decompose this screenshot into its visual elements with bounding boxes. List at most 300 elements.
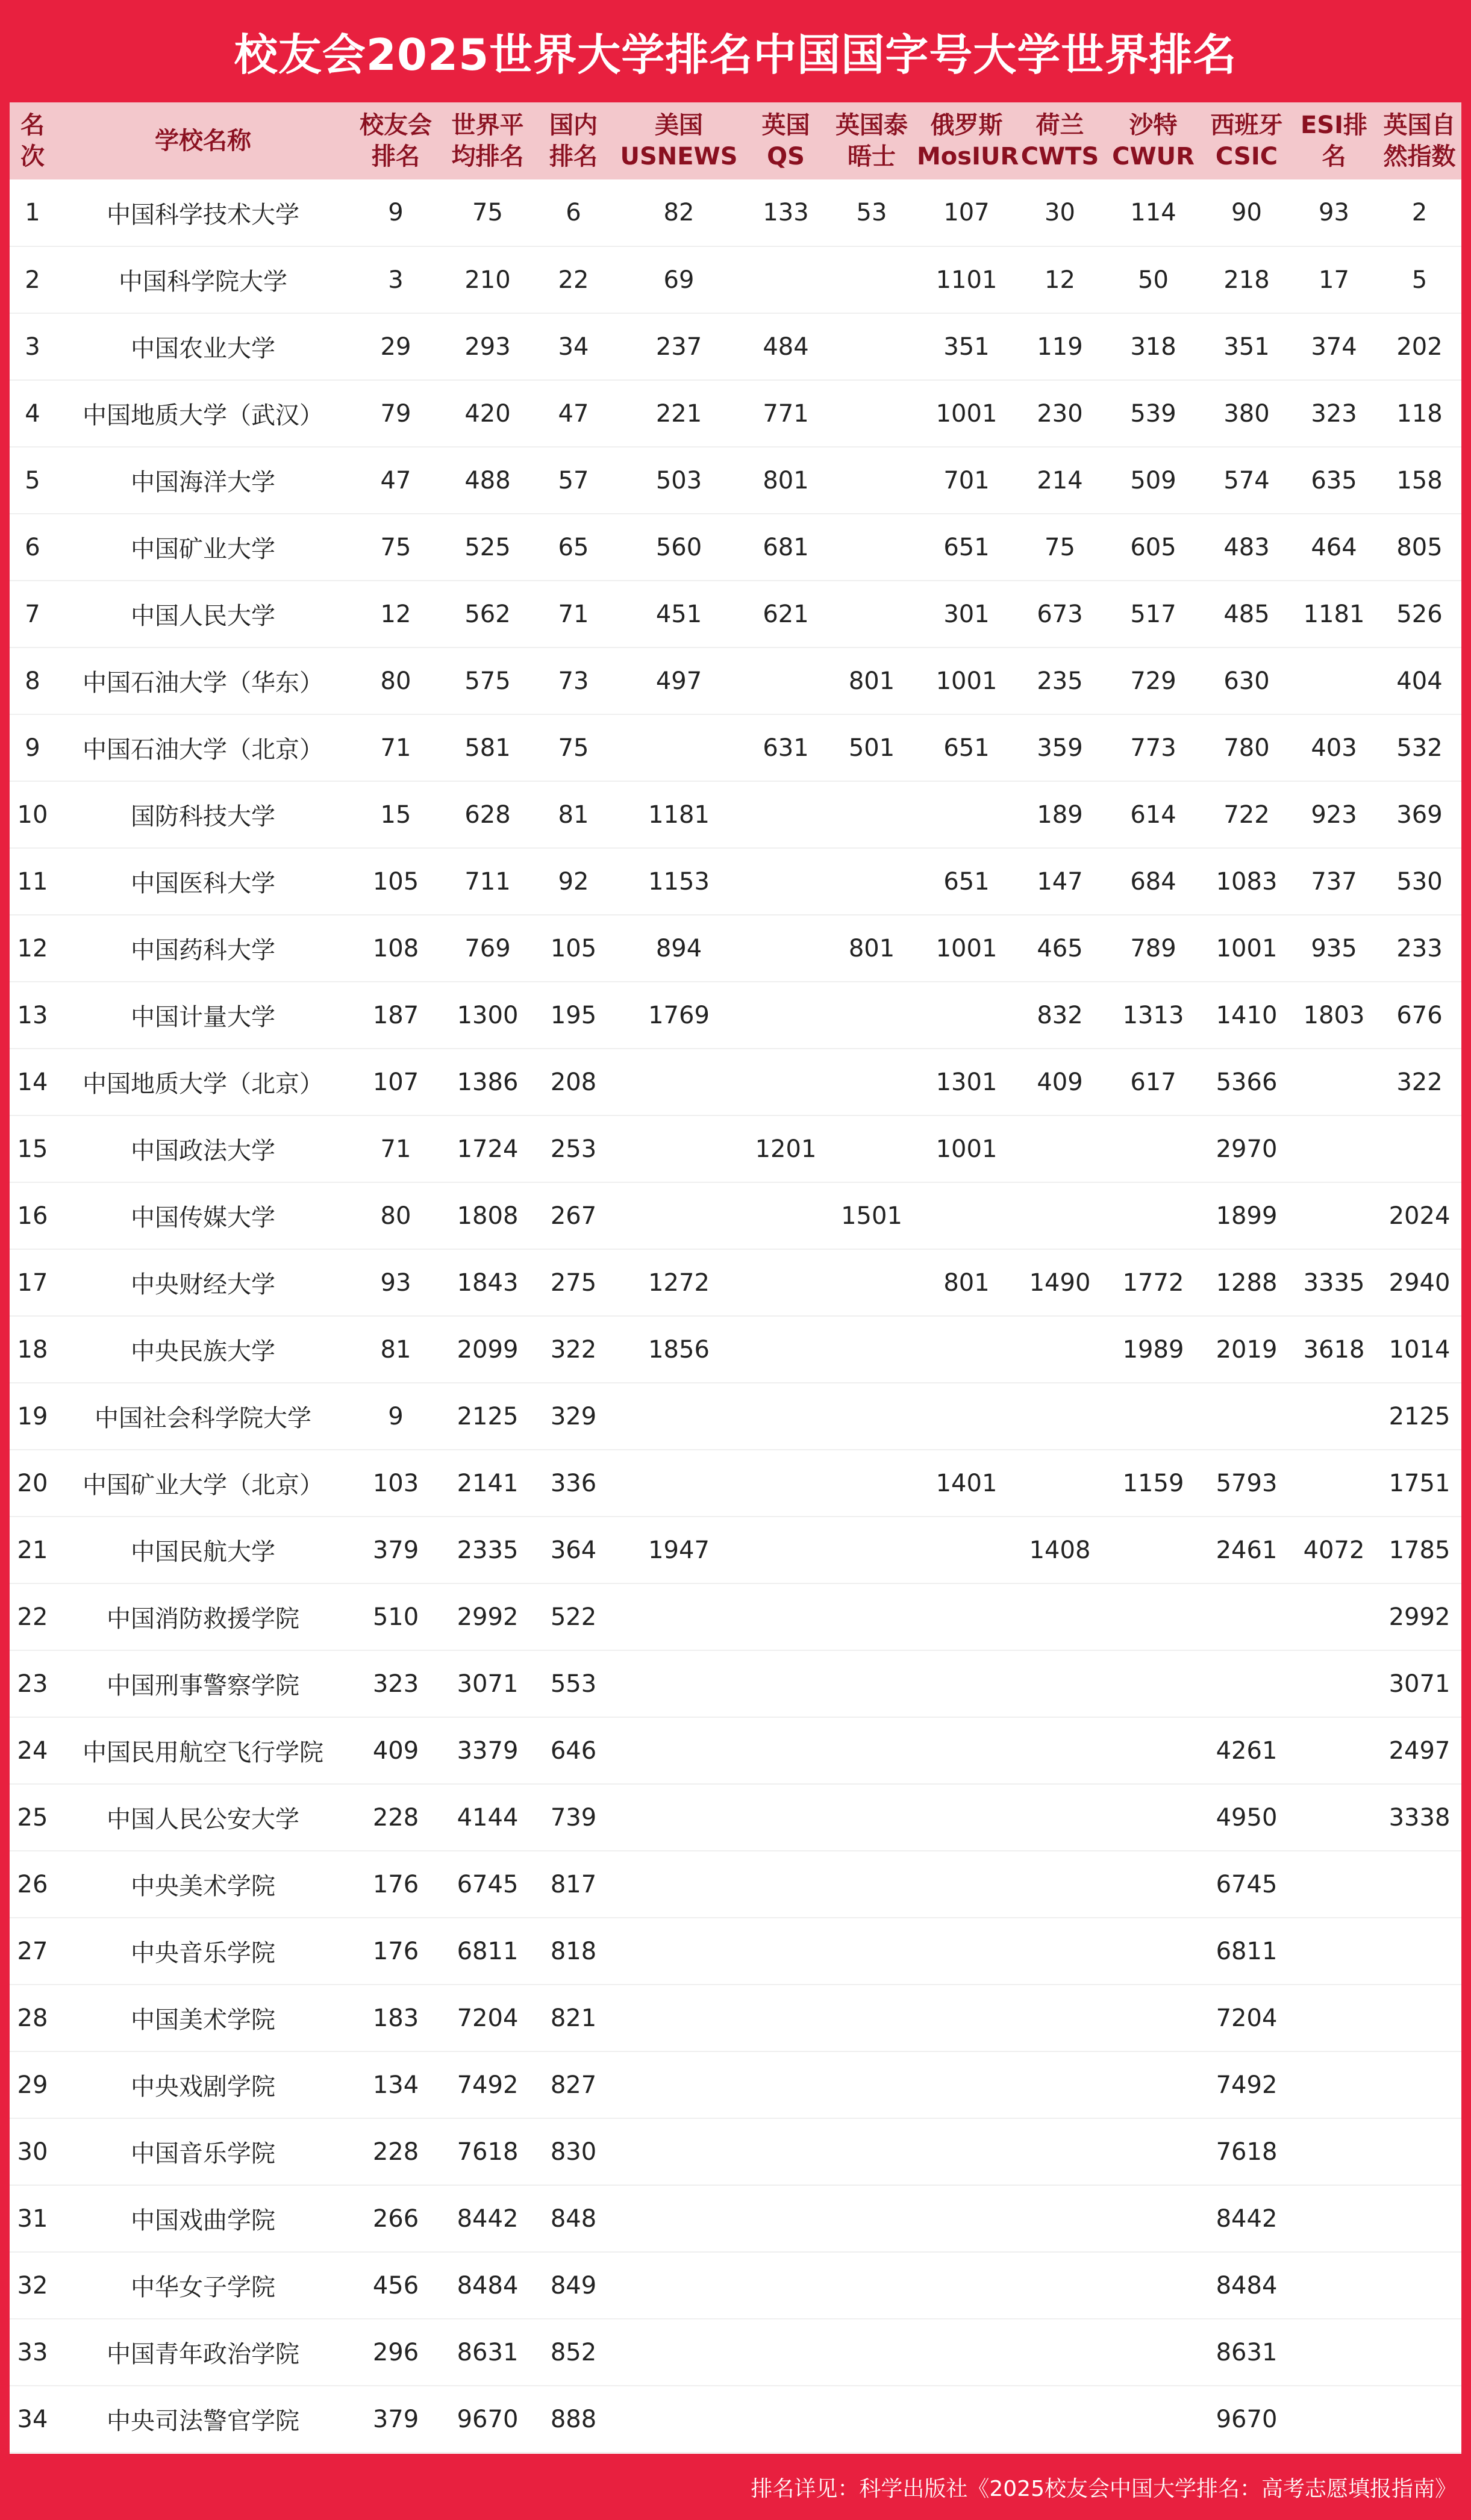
cell-rank: 32 [10, 2252, 55, 2319]
cell-nature-index [1378, 1985, 1461, 2051]
cell-mosiur [917, 1583, 1016, 1650]
cell-nature-index: 3071 [1378, 1650, 1461, 1717]
cell-domestic-rank: 821 [534, 1985, 613, 2051]
cell-world-avg-rank: 711 [441, 848, 534, 915]
cell-qs [745, 982, 826, 1049]
cell-csic: 7492 [1203, 2051, 1290, 2118]
cell-world-avg-rank: 8442 [441, 2185, 534, 2252]
cell-usnews [613, 2252, 745, 2319]
column-header-usnews: 美国 USNEWS [620, 111, 738, 170]
cell-alumni-rank: 409 [351, 1717, 441, 1784]
cell-cwur [1104, 2185, 1203, 2252]
cell-rank: 14 [10, 1049, 55, 1115]
cell-mosiur: 1001 [917, 380, 1016, 447]
table-row [10, 1450, 1461, 1517]
cell-domestic-rank: 253 [534, 1115, 613, 1182]
cell-cwts [1016, 1985, 1104, 2051]
cell-school-name: 中国矿业大学 [55, 514, 351, 581]
cell-cwts: 1408 [1016, 1517, 1104, 1583]
cell-mosiur [917, 1182, 1016, 1249]
cell-esi: 323 [1290, 380, 1378, 447]
cell-rank: 4 [10, 380, 55, 447]
cell-alumni-rank: 75 [351, 514, 441, 581]
cell-the [826, 2386, 917, 2453]
cell-alumni-rank: 456 [351, 2252, 441, 2319]
cell-domestic-rank: 522 [534, 1583, 613, 1650]
cell-domestic-rank: 81 [534, 781, 613, 848]
cell-cwts: 147 [1016, 848, 1104, 915]
cell-the [826, 2319, 917, 2386]
column-header-the: 英国泰 晤士 [835, 111, 908, 170]
cell-qs [745, 2252, 826, 2319]
cell-cwur [1104, 1918, 1203, 1985]
cell-rank: 3 [10, 313, 55, 380]
cell-rank: 23 [10, 1650, 55, 1717]
header-row [10, 102, 1461, 179]
cell-nature-index [1378, 2386, 1461, 2453]
cell-rank: 15 [10, 1115, 55, 1182]
cell-qs: 133 [745, 179, 826, 246]
cell-school-name: 中央司法警官学院 [55, 2386, 351, 2453]
cell-school-name: 中国地质大学（武汉） [55, 380, 351, 447]
table-row [10, 179, 1461, 246]
cell-cwur [1104, 2386, 1203, 2453]
cell-cwur [1104, 1650, 1203, 1717]
cell-rank: 29 [10, 2051, 55, 2118]
cell-the [826, 1784, 917, 1851]
cell-cwur [1104, 2319, 1203, 2386]
cell-usnews: 82 [613, 179, 745, 246]
cell-world-avg-rank: 293 [441, 313, 534, 380]
cell-nature-index [1378, 1918, 1461, 1985]
cell-esi [1290, 1851, 1378, 1918]
cell-csic: 4950 [1203, 1784, 1290, 1851]
cell-world-avg-rank: 525 [441, 514, 534, 581]
cell-cwur [1104, 1717, 1203, 1784]
table-row [10, 848, 1461, 915]
cell-world-avg-rank: 8484 [441, 2252, 534, 2319]
cell-qs: 621 [745, 581, 826, 647]
cell-alumni-rank: 47 [351, 447, 441, 514]
cell-rank: 17 [10, 1249, 55, 1316]
cell-nature-index [1378, 2319, 1461, 2386]
cell-usnews: 221 [613, 380, 745, 447]
cell-esi: 403 [1290, 714, 1378, 781]
cell-school-name: 中国石油大学（华东） [55, 647, 351, 714]
cell-the [826, 1583, 917, 1650]
cell-rank: 31 [10, 2185, 55, 2252]
cell-cwur [1104, 1583, 1203, 1650]
cell-cwts: 409 [1016, 1049, 1104, 1115]
cell-alumni-rank: 105 [351, 848, 441, 915]
table-row [10, 1985, 1461, 2051]
cell-csic [1203, 1650, 1290, 1717]
cell-rank: 8 [10, 647, 55, 714]
cell-school-name: 中央戏剧学院 [55, 2051, 351, 2118]
cell-cwur: 539 [1104, 380, 1203, 447]
table-row [10, 1717, 1461, 1784]
cell-qs [745, 2185, 826, 2252]
cell-the: 501 [826, 714, 917, 781]
cell-csic: 9670 [1203, 2386, 1290, 2453]
cell-qs [745, 2051, 826, 2118]
cell-the [826, 982, 917, 1049]
cell-rank: 25 [10, 1784, 55, 1851]
cell-the [826, 246, 917, 313]
cell-alumni-rank: 379 [351, 1517, 441, 1583]
cell-the [826, 380, 917, 447]
cell-usnews: 497 [613, 647, 745, 714]
cell-mosiur [917, 1985, 1016, 2051]
cell-usnews [613, 2051, 745, 2118]
cell-qs: 484 [745, 313, 826, 380]
cell-usnews [613, 1115, 745, 1182]
cell-the [826, 447, 917, 514]
cell-csic: 351 [1203, 313, 1290, 380]
cell-world-avg-rank: 7618 [441, 2118, 534, 2185]
cell-rank: 6 [10, 514, 55, 581]
table-row [10, 1851, 1461, 1918]
cell-rank: 19 [10, 1383, 55, 1450]
cell-cwur [1104, 1182, 1203, 1249]
cell-esi [1290, 1583, 1378, 1650]
cell-cwur [1104, 1784, 1203, 1851]
cell-school-name: 中国刑事警察学院 [55, 1650, 351, 1717]
cell-alumni-rank: 296 [351, 2319, 441, 2386]
cell-nature-index: 530 [1378, 848, 1461, 915]
cell-esi [1290, 1049, 1378, 1115]
cell-usnews: 69 [613, 246, 745, 313]
cell-cwts [1016, 1583, 1104, 1650]
cell-mosiur: 351 [917, 313, 1016, 380]
cell-alumni-rank: 379 [351, 2386, 441, 2453]
cell-esi [1290, 2051, 1378, 2118]
cell-cwts [1016, 1918, 1104, 1985]
cell-cwts: 673 [1016, 581, 1104, 647]
cell-nature-index: 158 [1378, 447, 1461, 514]
cell-rank: 9 [10, 714, 55, 781]
cell-the [826, 581, 917, 647]
cell-world-avg-rank: 4144 [441, 1784, 534, 1851]
cell-domestic-rank: 849 [534, 2252, 613, 2319]
cell-cwts [1016, 1182, 1104, 1249]
cell-esi [1290, 2118, 1378, 2185]
cell-world-avg-rank: 3379 [441, 1717, 534, 1784]
cell-school-name: 中央财经大学 [55, 1249, 351, 1316]
cell-esi: 1803 [1290, 982, 1378, 1049]
cell-the [826, 313, 917, 380]
cell-the [826, 1115, 917, 1182]
cell-world-avg-rank: 1724 [441, 1115, 534, 1182]
cell-school-name: 中央美术学院 [55, 1851, 351, 1918]
cell-esi [1290, 1650, 1378, 1717]
cell-esi: 635 [1290, 447, 1378, 514]
cell-the [826, 2051, 917, 2118]
cell-mosiur: 301 [917, 581, 1016, 647]
cell-domestic-rank: 208 [534, 1049, 613, 1115]
cell-csic: 2019 [1203, 1316, 1290, 1383]
cell-qs [745, 1249, 826, 1316]
cell-world-avg-rank: 1386 [441, 1049, 534, 1115]
cell-world-avg-rank: 1808 [441, 1182, 534, 1249]
cell-domestic-rank: 73 [534, 647, 613, 714]
cell-school-name: 中国戏曲学院 [55, 2185, 351, 2252]
cell-rank: 1 [10, 179, 55, 246]
cell-cwur: 509 [1104, 447, 1203, 514]
cell-the [826, 1450, 917, 1517]
cell-rank: 12 [10, 915, 55, 982]
cell-csic [1203, 1583, 1290, 1650]
cell-mosiur: 1001 [917, 1115, 1016, 1182]
cell-alumni-rank: 3 [351, 246, 441, 313]
cell-esi: 737 [1290, 848, 1378, 915]
cell-esi: 374 [1290, 313, 1378, 380]
cell-school-name: 中国音乐学院 [55, 2118, 351, 2185]
cell-cwts: 30 [1016, 179, 1104, 246]
cell-alumni-rank: 176 [351, 1851, 441, 1918]
table-row [10, 2252, 1461, 2319]
cell-domestic-rank: 739 [534, 1784, 613, 1851]
table-row [10, 246, 1461, 313]
cell-school-name: 中国石油大学（北京） [55, 714, 351, 781]
cell-csic: 7618 [1203, 2118, 1290, 2185]
cell-alumni-rank: 15 [351, 781, 441, 848]
cell-qs [745, 1182, 826, 1249]
cell-world-avg-rank: 8631 [441, 2319, 534, 2386]
cell-domestic-rank: 92 [534, 848, 613, 915]
cell-the [826, 1918, 917, 1985]
cell-cwts [1016, 2051, 1104, 2118]
cell-csic: 5793 [1203, 1450, 1290, 1517]
column-header-qs: 英国 QS [761, 111, 810, 170]
cell-alumni-rank: 103 [351, 1450, 441, 1517]
cell-alumni-rank: 71 [351, 714, 441, 781]
cell-qs [745, 1049, 826, 1115]
cell-csic: 8442 [1203, 2185, 1290, 2252]
cell-nature-index: 5 [1378, 246, 1461, 313]
cell-school-name: 中国海洋大学 [55, 447, 351, 514]
cell-usnews [613, 1583, 745, 1650]
cell-alumni-rank: 80 [351, 1182, 441, 1249]
cell-cwts [1016, 1650, 1104, 1717]
cell-cwts: 12 [1016, 246, 1104, 313]
cell-school-name: 中国社会科学院大学 [55, 1383, 351, 1450]
cell-cwur [1104, 2051, 1203, 2118]
cell-domestic-rank: 646 [534, 1717, 613, 1784]
cell-nature-index: 118 [1378, 380, 1461, 447]
cell-rank: 21 [10, 1517, 55, 1583]
cell-esi [1290, 2386, 1378, 2453]
cell-nature-index: 3338 [1378, 1784, 1461, 1851]
cell-cwts [1016, 1316, 1104, 1383]
cell-usnews: 1947 [613, 1517, 745, 1583]
cell-the [826, 1851, 917, 1918]
cell-cwts: 189 [1016, 781, 1104, 848]
cell-cwur [1104, 1383, 1203, 1450]
cell-qs [745, 1583, 826, 1650]
cell-rank: 33 [10, 2319, 55, 2386]
cell-cwts [1016, 2252, 1104, 2319]
cell-mosiur: 651 [917, 714, 1016, 781]
cell-cwur: 617 [1104, 1049, 1203, 1115]
cell-mosiur [917, 1851, 1016, 1918]
cell-domestic-rank: 827 [534, 2051, 613, 2118]
cell-usnews [613, 2118, 745, 2185]
cell-mosiur [917, 1717, 1016, 1784]
column-header-world-avg-rank: 世界平 均排名 [451, 111, 524, 170]
column-header-csic: 西班牙 CSIC [1210, 111, 1283, 170]
cell-mosiur [917, 2386, 1016, 2453]
cell-alumni-rank: 9 [351, 179, 441, 246]
cell-alumni-rank: 510 [351, 1583, 441, 1650]
column-header-nature-index: 英国自 然指数 [1383, 111, 1456, 170]
cell-esi [1290, 647, 1378, 714]
cell-qs: 1201 [745, 1115, 826, 1182]
cell-mosiur: 1301 [917, 1049, 1016, 1115]
table-row [10, 1517, 1461, 1583]
table-row [10, 380, 1461, 447]
column-header-cwur: 沙特 CWUR [1112, 111, 1195, 170]
cell-domestic-rank: 71 [534, 581, 613, 647]
cell-domestic-rank: 275 [534, 1249, 613, 1316]
cell-domestic-rank: 888 [534, 2386, 613, 2453]
table-header [10, 102, 1461, 179]
cell-the [826, 1650, 917, 1717]
cell-usnews [613, 1650, 745, 1717]
cell-mosiur [917, 1784, 1016, 1851]
cell-rank: 16 [10, 1182, 55, 1249]
cell-qs [745, 2118, 826, 2185]
cell-the: 53 [826, 179, 917, 246]
cell-csic: 2970 [1203, 1115, 1290, 1182]
cell-qs [745, 1985, 826, 2051]
column-header-alumni-rank: 校友会 排名 [360, 111, 432, 170]
table-row [10, 1583, 1461, 1650]
cell-cwts [1016, 2118, 1104, 2185]
cell-the: 801 [826, 915, 917, 982]
column-header-mosiur: 俄罗斯 MosIUR [917, 111, 1019, 170]
cell-cwts [1016, 1383, 1104, 1450]
cell-nature-index: 1785 [1378, 1517, 1461, 1583]
cell-mosiur: 107 [917, 179, 1016, 246]
cell-mosiur: 651 [917, 514, 1016, 581]
table-row [10, 915, 1461, 982]
cell-qs: 631 [745, 714, 826, 781]
cell-world-avg-rank: 562 [441, 581, 534, 647]
cell-esi: 1181 [1290, 581, 1378, 647]
cell-nature-index: 322 [1378, 1049, 1461, 1115]
cell-usnews [613, 714, 745, 781]
cell-qs [745, 781, 826, 848]
cell-alumni-rank: 228 [351, 1784, 441, 1851]
cell-esi [1290, 1717, 1378, 1784]
cell-qs [745, 1517, 826, 1583]
cell-csic: 1083 [1203, 848, 1290, 915]
cell-cwur [1104, 1517, 1203, 1583]
cell-mosiur [917, 2252, 1016, 2319]
cell-usnews: 237 [613, 313, 745, 380]
cell-cwts: 832 [1016, 982, 1104, 1049]
cell-nature-index [1378, 2252, 1461, 2319]
cell-qs [745, 1918, 826, 1985]
cell-csic: 485 [1203, 581, 1290, 647]
cell-rank: 26 [10, 1851, 55, 1918]
cell-domestic-rank: 267 [534, 1182, 613, 1249]
cell-world-avg-rank: 7492 [441, 2051, 534, 2118]
cell-csic: 483 [1203, 514, 1290, 581]
cell-cwts [1016, 1784, 1104, 1851]
cell-cwur: 1989 [1104, 1316, 1203, 1383]
cell-world-avg-rank: 769 [441, 915, 534, 982]
cell-qs [745, 2386, 826, 2453]
cell-alumni-rank: 71 [351, 1115, 441, 1182]
cell-cwur: 729 [1104, 647, 1203, 714]
cell-cwur: 318 [1104, 313, 1203, 380]
cell-rank: 18 [10, 1316, 55, 1383]
cell-csic: 8631 [1203, 2319, 1290, 2386]
cell-csic: 6745 [1203, 1851, 1290, 1918]
cell-alumni-rank: 9 [351, 1383, 441, 1450]
cell-esi [1290, 1182, 1378, 1249]
cell-rank: 24 [10, 1717, 55, 1784]
cell-nature-index: 2940 [1378, 1249, 1461, 1316]
cell-world-avg-rank: 1843 [441, 1249, 534, 1316]
cell-rank: 27 [10, 1918, 55, 1985]
cell-school-name: 中央民族大学 [55, 1316, 351, 1383]
cell-cwts: 359 [1016, 714, 1104, 781]
cell-school-name: 中国传媒大学 [55, 1182, 351, 1249]
cell-the [826, 2252, 917, 2319]
cell-domestic-rank: 848 [534, 2185, 613, 2252]
cell-domestic-rank: 817 [534, 1851, 613, 1918]
cell-qs [745, 1650, 826, 1717]
cell-cwts [1016, 1115, 1104, 1182]
cell-mosiur: 1001 [917, 647, 1016, 714]
cell-school-name: 中华女子学院 [55, 2252, 351, 2319]
cell-alumni-rank: 323 [351, 1650, 441, 1717]
table-row [10, 1784, 1461, 1851]
cell-qs [745, 1383, 826, 1450]
cell-usnews [613, 1717, 745, 1784]
cell-school-name: 中国地质大学（北京） [55, 1049, 351, 1115]
cell-cwts: 214 [1016, 447, 1104, 514]
cell-csic: 1001 [1203, 915, 1290, 982]
cell-qs [745, 246, 826, 313]
cell-nature-index [1378, 2051, 1461, 2118]
cell-school-name: 中国民用航空飞行学院 [55, 1717, 351, 1784]
cell-the [826, 1049, 917, 1115]
cell-school-name: 中国科学院大学 [55, 246, 351, 313]
cell-cwur [1104, 1115, 1203, 1182]
cell-usnews: 894 [613, 915, 745, 982]
cell-usnews: 1181 [613, 781, 745, 848]
cell-cwur [1104, 1985, 1203, 2051]
cell-qs [745, 647, 826, 714]
cell-cwts [1016, 1717, 1104, 1784]
column-header-cwts: 荷兰 CWTS [1020, 111, 1099, 170]
cell-nature-index: 805 [1378, 514, 1461, 581]
table-row [10, 2051, 1461, 2118]
cell-esi: 464 [1290, 514, 1378, 581]
cell-the [826, 2118, 917, 2185]
cell-cwts: 230 [1016, 380, 1104, 447]
cell-school-name: 中国科学技术大学 [55, 179, 351, 246]
cell-qs [745, 1784, 826, 1851]
cell-cwts [1016, 2185, 1104, 2252]
cell-domestic-rank: 818 [534, 1918, 613, 1985]
cell-usnews [613, 1450, 745, 1517]
cell-qs [745, 1450, 826, 1517]
